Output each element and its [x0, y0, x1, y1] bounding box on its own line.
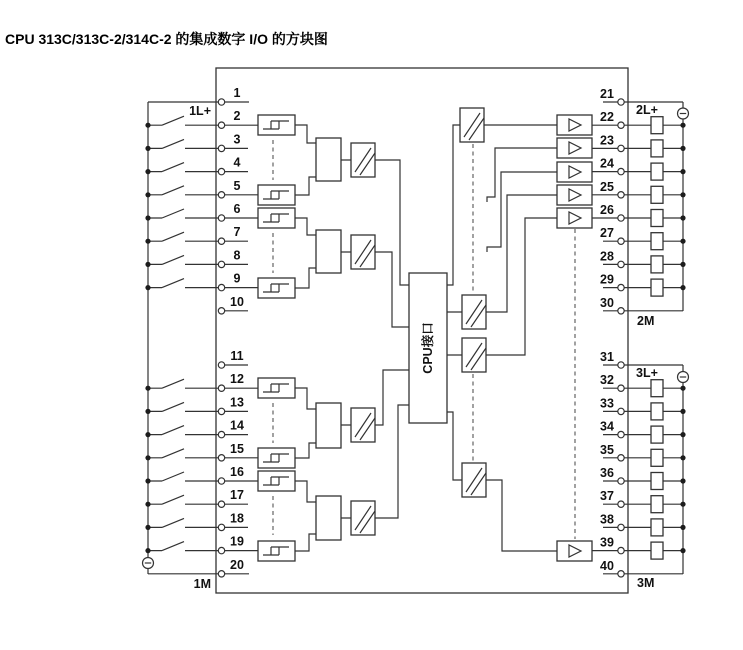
terminal-pin	[618, 571, 624, 577]
terminal-number: 21	[600, 87, 614, 101]
rail-junction-dot	[680, 169, 685, 174]
terminal-pin	[218, 571, 224, 577]
terminal-pin	[218, 145, 224, 151]
terminal-pin	[618, 478, 624, 484]
terminal-number: 6	[233, 202, 241, 216]
input-multiplexer-box	[316, 496, 341, 540]
terminal-number: 3	[233, 132, 241, 147]
input-terminal-7	[145, 225, 248, 244]
rail-junction-dot	[680, 386, 685, 391]
terminal-number: 25	[600, 179, 614, 194]
rail-junction-dot	[680, 285, 685, 290]
schmitt-trigger-symbol	[258, 185, 295, 205]
schmitt-trigger-symbol	[258, 378, 295, 398]
terminal-pin	[218, 455, 224, 461]
optocoupler-symbol	[462, 338, 486, 372]
rail-junction-dot	[145, 525, 150, 530]
input-terminal-14	[145, 419, 248, 438]
terminal-number: 20	[230, 557, 244, 572]
input-terminal-12	[145, 372, 258, 391]
cpu-interface-label: CPU接口	[421, 322, 435, 374]
terminal-pin	[618, 192, 624, 198]
terminal-number: 24	[600, 156, 614, 171]
rail-label-1m: 1M	[193, 577, 211, 591]
terminal-number: 8	[233, 248, 241, 263]
terminal-pin	[618, 261, 624, 267]
rail-junction-dot	[680, 239, 685, 244]
terminal-pin	[618, 215, 624, 221]
terminal-pin	[218, 524, 224, 530]
rail-junction-dot	[145, 432, 150, 437]
terminal-number: 28	[600, 249, 614, 264]
terminal-pin	[618, 362, 624, 368]
terminal-pin	[618, 238, 624, 244]
rail-junction-dot	[145, 169, 150, 174]
optocoupler-symbol	[462, 463, 486, 497]
rail-junction-dot	[145, 215, 150, 220]
terminal-number: 31	[600, 350, 614, 364]
terminal-number: 40	[600, 558, 614, 573]
terminal-number: 9	[233, 271, 241, 286]
load-symbol	[651, 403, 663, 420]
load-symbol	[651, 186, 663, 203]
output-driver-symbol	[557, 115, 592, 135]
input-multiplexer-box	[316, 230, 341, 273]
rail-junction-dot	[145, 285, 150, 290]
terminal-number: 36	[600, 466, 614, 480]
figure-title: CPU 313C/313C-2/314C-2 的集成数字 I/O 的方块图	[5, 31, 328, 47]
terminal-pin	[618, 547, 624, 553]
schmitt-trigger-symbol	[258, 115, 295, 135]
terminal-pin	[618, 408, 624, 414]
terminal-number: 14	[230, 418, 244, 433]
terminal-number: 34	[600, 419, 614, 434]
terminal-number: 37	[600, 489, 614, 504]
output-driver-symbol	[557, 541, 592, 561]
terminal-number: 11	[230, 349, 244, 363]
rail-junction-dot	[680, 525, 685, 530]
rail-junction-dot	[145, 478, 150, 483]
terminal-number: 29	[600, 272, 614, 287]
rail-junction-dot	[680, 192, 685, 197]
schmitt-trigger-symbol	[258, 448, 295, 468]
rail-junction-dot	[680, 455, 685, 460]
optocoupler-symbol	[351, 143, 375, 177]
input-multiplexer-box	[316, 138, 341, 181]
load-symbol	[651, 496, 663, 513]
load-symbol	[651, 256, 663, 273]
input-terminal-20	[148, 558, 249, 577]
terminal-pin	[618, 524, 624, 530]
terminal-pin	[218, 547, 224, 553]
power-supply-symbol	[678, 372, 689, 383]
rail-junction-dot	[680, 502, 685, 507]
rail-junction-dot	[145, 455, 150, 460]
input-terminal-1	[148, 86, 249, 105]
rail-junction-dot	[145, 502, 150, 507]
input-terminal-8	[145, 248, 248, 267]
rail-junction-dot	[680, 262, 685, 267]
rail-junction-dot	[145, 262, 150, 267]
terminal-pin	[218, 261, 224, 267]
terminal-pin	[618, 284, 624, 290]
load-symbol	[651, 163, 663, 180]
terminal-pin	[218, 192, 224, 198]
terminal-number: 22	[600, 110, 614, 125]
terminal-pin	[218, 408, 224, 414]
load-symbol	[651, 210, 663, 227]
terminal-number: 30	[600, 295, 614, 310]
terminal-number: 19	[230, 534, 244, 549]
output-driver-symbol	[557, 138, 592, 158]
terminal-pin	[218, 284, 224, 290]
power-supply-symbol	[678, 108, 689, 119]
terminal-pin	[218, 99, 224, 105]
input-terminal-3	[145, 132, 248, 151]
input-terminal-19	[145, 535, 258, 554]
input-terminal-18	[145, 511, 248, 530]
optocoupler-symbol	[351, 408, 375, 442]
rail-label-1l: 1L+	[189, 104, 211, 118]
terminal-number: 1	[233, 86, 241, 100]
terminal-number: 2	[233, 109, 241, 124]
rail-junction-dot	[680, 478, 685, 483]
rail-junction-dot	[145, 548, 150, 553]
terminal-number: 38	[600, 512, 614, 527]
terminal-pin	[618, 122, 624, 128]
output-terminal-30	[600, 296, 683, 314]
terminal-number: 4	[233, 155, 241, 170]
rail-junction-dot	[680, 548, 685, 553]
rail-junction-dot	[145, 409, 150, 414]
rail-junction-dot	[145, 386, 150, 391]
terminal-number: 35	[600, 442, 614, 457]
input-multiplexer-box	[316, 403, 341, 448]
optocoupler-symbol	[460, 108, 484, 142]
terminal-pin	[618, 145, 624, 151]
rail-label-3m: 3M	[637, 576, 655, 590]
terminal-pin	[218, 431, 224, 437]
terminal-pin	[618, 168, 624, 174]
optocoupler-symbol	[351, 235, 375, 269]
load-symbol	[651, 140, 663, 157]
load-symbol	[651, 519, 663, 536]
output-driver-symbol	[557, 162, 592, 182]
terminal-number: 27	[600, 226, 614, 241]
terminal-number: 33	[600, 396, 614, 411]
rail-label-2l: 2L+	[636, 103, 658, 117]
power-supply-symbol	[143, 558, 154, 569]
terminal-pin	[618, 385, 624, 391]
optocoupler-symbol	[462, 295, 486, 329]
output-driver-symbol	[557, 185, 592, 205]
load-symbol	[651, 449, 663, 466]
rail-junction-dot	[145, 146, 150, 151]
input-terminal-17	[145, 488, 248, 507]
terminal-pin	[618, 308, 624, 314]
terminal-pin	[618, 431, 624, 437]
rail-label-3l: 3L+	[636, 366, 658, 380]
terminal-number: 13	[230, 395, 244, 410]
load-symbol	[651, 542, 663, 559]
load-symbol	[651, 380, 663, 397]
output-terminal-40	[600, 559, 683, 577]
rail-junction-dot	[145, 192, 150, 197]
terminal-pin	[218, 478, 224, 484]
rail-junction-dot	[680, 215, 685, 220]
terminal-pin	[618, 501, 624, 507]
terminal-number: 15	[230, 441, 244, 456]
terminal-pin	[618, 99, 624, 105]
rail-junction-dot	[680, 432, 685, 437]
terminal-pin	[218, 215, 224, 221]
load-symbol	[651, 233, 663, 250]
rail-junction-dot	[145, 239, 150, 244]
input-terminal-13	[145, 395, 248, 414]
terminal-number: 7	[233, 225, 241, 240]
input-terminal-15	[145, 442, 258, 461]
input-terminal-4	[145, 156, 248, 175]
terminal-number: 10	[230, 294, 244, 309]
terminal-number: 5	[233, 178, 241, 193]
terminal-pin	[618, 455, 624, 461]
terminal-pin	[218, 308, 224, 314]
load-symbol	[651, 279, 663, 296]
rail-junction-dot	[680, 146, 685, 151]
load-symbol	[651, 426, 663, 443]
terminal-number: 16	[230, 465, 244, 479]
terminal-pin	[218, 122, 224, 128]
terminal-pin	[218, 362, 224, 368]
terminal-number: 17	[230, 488, 244, 503]
schmitt-trigger-symbol	[258, 471, 295, 491]
terminal-number: 32	[600, 373, 614, 388]
load-symbol	[651, 473, 663, 490]
schmitt-trigger-symbol	[258, 541, 295, 561]
load-symbol	[651, 117, 663, 134]
terminal-number: 39	[600, 535, 614, 550]
schmitt-trigger-symbol	[258, 208, 295, 228]
rail-label-2m: 2M	[637, 314, 655, 328]
optocoupler-symbol	[351, 501, 375, 535]
output-driver-symbol	[557, 208, 592, 228]
terminal-pin	[218, 501, 224, 507]
terminal-number: 18	[230, 511, 244, 526]
terminal-pin	[218, 385, 224, 391]
input-terminal-16	[145, 465, 258, 484]
terminal-pin	[218, 168, 224, 174]
terminal-number: 12	[230, 372, 244, 387]
schmitt-trigger-symbol	[258, 278, 295, 298]
terminal-number: 26	[600, 203, 614, 217]
rail-junction-dot	[680, 123, 685, 128]
terminal-number: 23	[600, 133, 614, 148]
rail-junction-dot	[145, 123, 150, 128]
terminal-pin	[218, 238, 224, 244]
rail-junction-dot	[680, 409, 685, 414]
